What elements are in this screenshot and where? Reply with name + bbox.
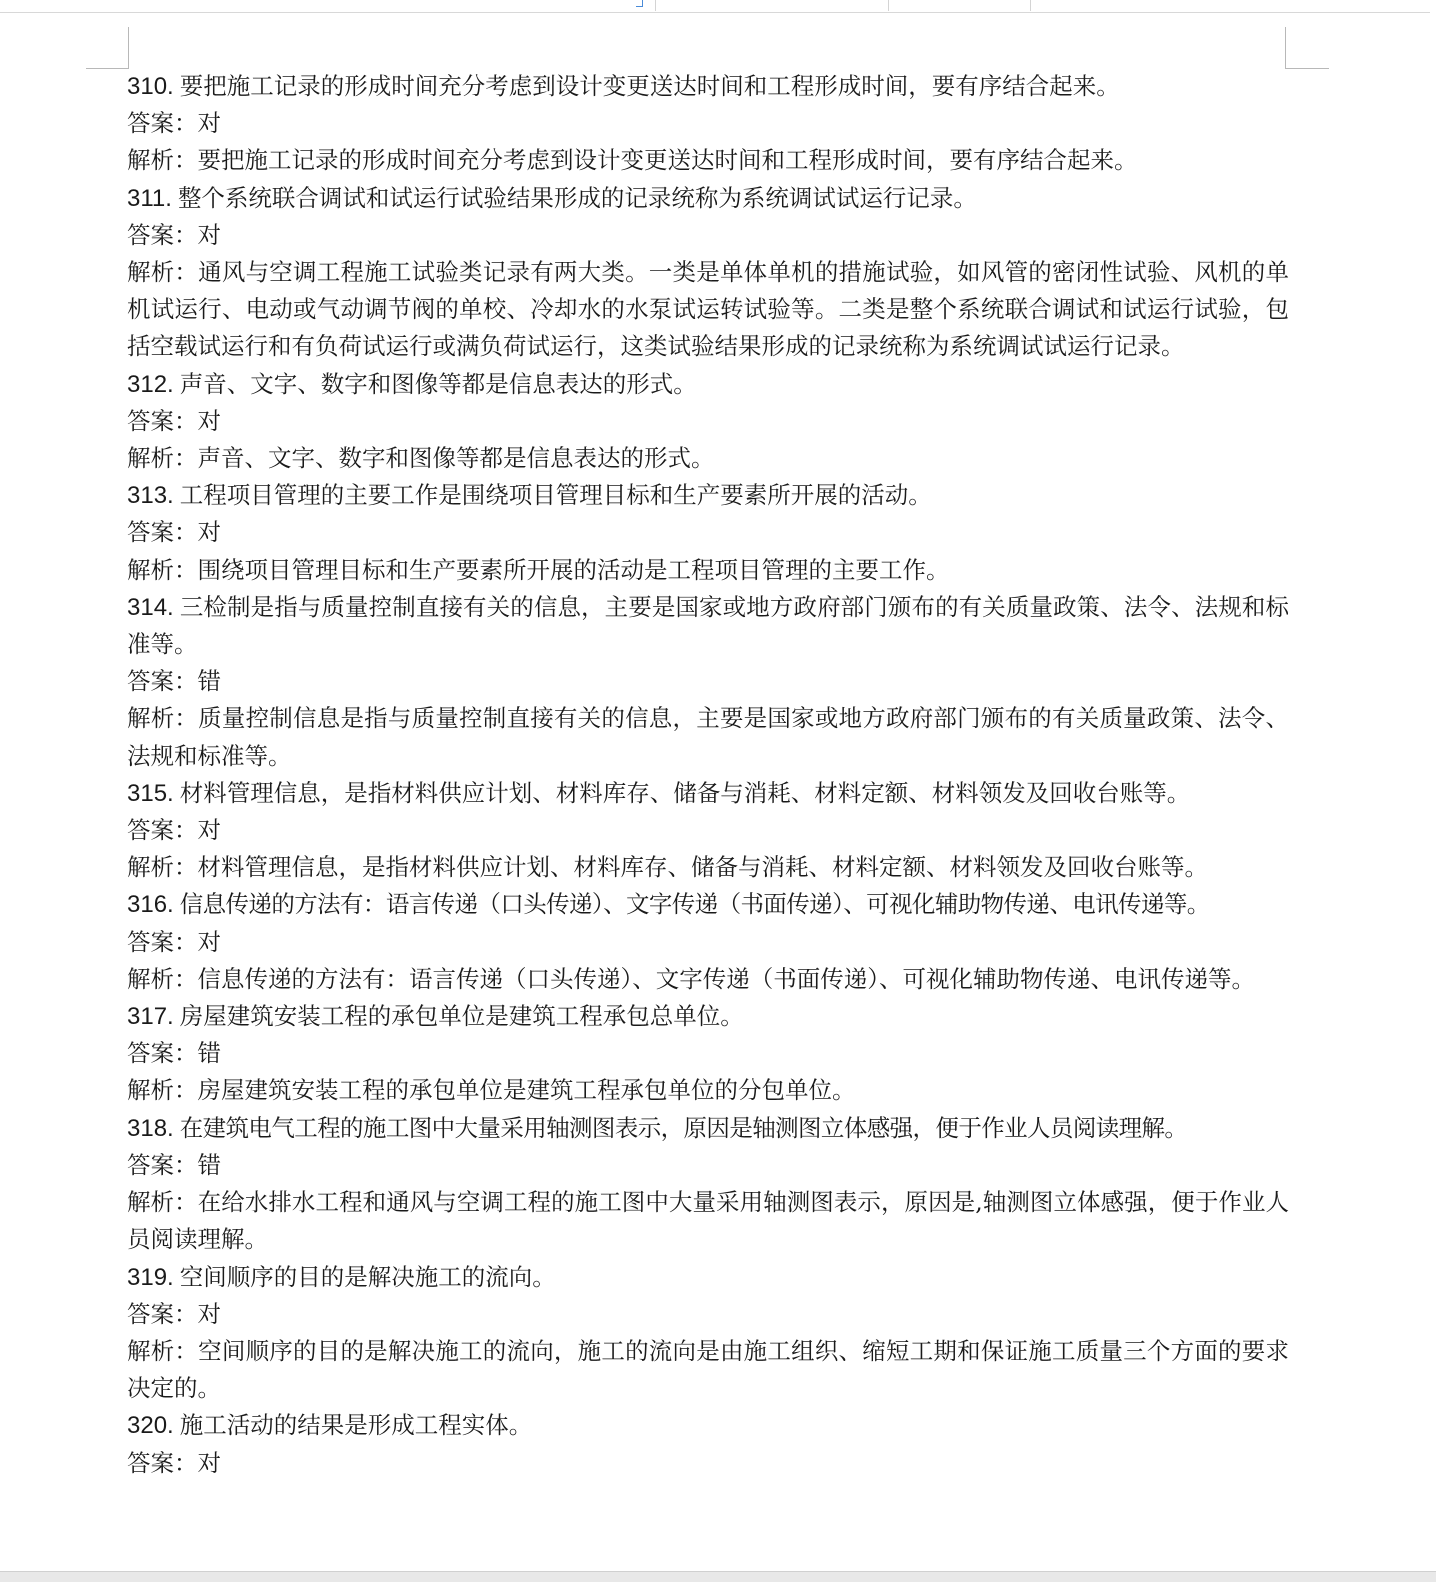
question-item: [127, 775, 1289, 887]
answer-label: 答案：: [127, 518, 198, 547]
question-item: [127, 1259, 1289, 1408]
top-toolbar-strip: [0, 0, 1436, 13]
answer-label: 答案：: [127, 1150, 198, 1179]
analysis-label: 解析：: [127, 444, 198, 473]
answer-value: 对: [197, 1448, 221, 1477]
answer-value: 对: [197, 406, 221, 435]
question-item: [127, 886, 1289, 998]
answer-line: [127, 812, 1289, 849]
answer-line: [127, 514, 1289, 551]
question-line: [127, 589, 1289, 663]
answer-label: 答案：: [127, 406, 198, 435]
question-number: 311.: [127, 184, 172, 212]
document-page: [0, 13, 1420, 1573]
question-text: 房屋建筑安装工程的承包单位是建筑工程承包总单位。: [179, 1002, 744, 1031]
question-item: [127, 998, 1289, 1110]
answer-label: 答案：: [127, 220, 198, 249]
margin-crop-mark: [86, 68, 128, 69]
analysis-label: 解析：: [127, 1188, 198, 1217]
answer-label: 答案：: [127, 927, 198, 956]
analysis-label: 解析：: [127, 555, 198, 584]
question-text: 材料管理信息，是指材料供应计划、材料库存、储备与消耗、材料定额、材料领发及回收台账等。: [179, 778, 1191, 807]
question-item: [127, 589, 1289, 775]
analysis-line: [127, 254, 1289, 366]
question-number: 313.: [127, 482, 174, 510]
question-line: [127, 68, 1289, 105]
question-text: 空间顺序的目的是解决施工的流向。: [179, 1262, 556, 1291]
answer-value: 对: [197, 1299, 221, 1328]
answer-line: [127, 924, 1289, 961]
analysis-line: [127, 1184, 1289, 1258]
analysis-text: 信息传递的方法有：语言传递（口头传递）、文字传递（书面传递）、可视化辅助物传递、电讯传递等。: [197, 964, 1255, 993]
answer-label: 答案：: [127, 1039, 198, 1068]
question-text: 工程项目管理的主要工作是围绕项目管理目标和生产要素所开展的活动。: [179, 481, 932, 510]
question-number: 319.: [127, 1263, 174, 1291]
question-text: 要把施工记录的形成时间充分考虑到设计变更送达时间和工程形成时间，要有序结合起来。: [179, 72, 1120, 100]
analysis-text: 通风与空调工程施工试验类记录有两大类。一类是单体单机的措施试验，如风管的密闭性试验、风机的单机试运行、电动或气动调节阀的单校、冷却水的水泵试运转试验等。二类是整个系统联合调试和试运行试验，包括空载试运行和有负荷试运行或满负荷试运行，这类试验结果形成的记录统称为系统调试试运行记录。: [127, 258, 1289, 361]
question-number: 320.: [127, 1412, 174, 1440]
answer-value: 错: [197, 667, 221, 696]
analysis-line: [127, 700, 1289, 774]
answer-label: 答案：: [127, 1299, 198, 1328]
analysis-text: 空间顺序的目的是解决施工的流向，施工的流向是由施工组织、缩短工期和保证施工质量三个方面的要求决定的。: [127, 1336, 1289, 1403]
answer-label: 答案：: [127, 1448, 198, 1477]
question-line: [127, 477, 1289, 514]
analysis-label: 解析：: [127, 1076, 198, 1105]
answer-label: 答案：: [127, 109, 198, 138]
analysis-line: [127, 552, 1289, 589]
bottom-status-strip: [0, 1571, 1436, 1582]
question-line: [127, 366, 1289, 403]
answer-line: [127, 1445, 1289, 1482]
answer-value: 对: [197, 816, 221, 845]
answer-value: 错: [197, 1150, 221, 1179]
question-line: [127, 1407, 1289, 1444]
analysis-line: [127, 1072, 1289, 1109]
question-text: 声音、文字、数字和图像等都是信息表达的形式。: [179, 369, 697, 398]
answer-label: 答案：: [127, 816, 198, 845]
question-item: [127, 1110, 1289, 1259]
margin-crop-mark: [128, 27, 129, 69]
analysis-text: 材料管理信息，是指材料供应计划、材料库存、储备与消耗、材料定额、材料领发及回收台账等。: [197, 853, 1208, 882]
analysis-label: 解析：: [127, 1336, 199, 1365]
analysis-label: 解析：: [127, 853, 198, 882]
document-body[interactable]: [127, 68, 1289, 1482]
answer-line: [127, 105, 1289, 142]
analysis-line: [127, 142, 1289, 179]
analysis-text: 声音、文字、数字和图像等都是信息表达的形式。: [197, 444, 715, 473]
question-item: [127, 68, 1289, 180]
question-line: [127, 998, 1289, 1035]
answer-line: [127, 663, 1289, 700]
question-text: 三检制是指与质量控制直接有关的信息，主要是国家或地方政府部门颁布的有关质量政策、法令、法规和标准等。: [127, 592, 1289, 659]
answer-value: 对: [197, 518, 221, 547]
answer-value: 错: [197, 1039, 221, 1068]
analysis-line: [127, 440, 1289, 477]
answer-value: 对: [197, 109, 221, 138]
question-line: [127, 775, 1289, 812]
question-line: [127, 1259, 1289, 1296]
question-number: 315.: [127, 779, 174, 807]
question-item: [127, 366, 1289, 478]
question-line: [127, 1110, 1289, 1147]
analysis-line: [127, 1333, 1289, 1407]
answer-line: [127, 217, 1289, 254]
analysis-line: [127, 961, 1289, 998]
question-item: [127, 1407, 1289, 1481]
question-number: 316.: [127, 891, 174, 919]
analysis-text: 房屋建筑安装工程的承包单位是建筑工程承包单位的分包单位。: [197, 1076, 856, 1105]
question-item: [127, 180, 1289, 366]
question-line: [127, 180, 1289, 217]
question-text: 信息传递的方法有：语言传递（口头传递）、文字传递（书面传递）、可视化辅助物传递、电讯传递等。: [179, 890, 1210, 919]
question-line: [127, 886, 1289, 923]
analysis-text: 质量控制信息是指与质量控制直接有关的信息，主要是国家或地方政府部门颁布的有关质量政策、法令、法规和标准等。: [127, 704, 1289, 770]
analysis-text: 围绕项目管理目标和生产要素所开展的活动是工程项目管理的主要工作。: [197, 555, 950, 584]
question-text: 在建筑电气工程的施工图中大量采用轴测图表示，原因是轴测图立体感强，便于作业人员阅读理解。: [179, 1113, 1188, 1142]
answer-value: 对: [197, 220, 221, 249]
question-number: 314.: [127, 593, 174, 621]
strip-divider: [1030, 0, 1031, 11]
answer-line: [127, 1035, 1289, 1072]
question-number: 318.: [127, 1114, 174, 1142]
answer-line: [127, 403, 1289, 440]
strip-divider: [655, 0, 656, 11]
margin-crop-mark: [1285, 27, 1286, 69]
analysis-label: 解析：: [127, 146, 198, 175]
question-text: 施工活动的结果是形成工程实体。: [179, 1411, 533, 1440]
strip-divider: [888, 0, 889, 11]
question-number: 312.: [127, 370, 174, 398]
answer-label: 答案：: [127, 667, 198, 696]
analysis-text: 在给水排水工程和通风与空调工程的施工图中大量采用轴测图表示，原因是,轴测图立体感强，便于作业人员阅读理解。: [127, 1188, 1290, 1254]
analysis-label: 解析：: [127, 258, 199, 287]
question-text: 整个系统联合调试和试运行试验结果形成的记录统称为系统调试试运行记录。: [177, 183, 977, 212]
margin-crop-mark: [1285, 68, 1329, 69]
question-number: 317.: [127, 1003, 174, 1031]
analysis-label: 解析：: [127, 704, 199, 733]
question-item: [127, 477, 1289, 589]
answer-line: [127, 1296, 1289, 1333]
vertical-scrollbar[interactable]: [1430, 12, 1436, 1570]
question-number: 310.: [127, 73, 174, 100]
analysis-text: 要把施工记录的形成时间充分考虑到设计变更送达时间和工程形成时间，要有序结合起来。: [197, 146, 1138, 175]
cursor-marker-icon: [636, 0, 643, 7]
answer-line: [127, 1147, 1289, 1184]
analysis-label: 解析：: [127, 964, 198, 993]
analysis-line: [127, 849, 1289, 886]
answer-value: 对: [197, 927, 221, 956]
